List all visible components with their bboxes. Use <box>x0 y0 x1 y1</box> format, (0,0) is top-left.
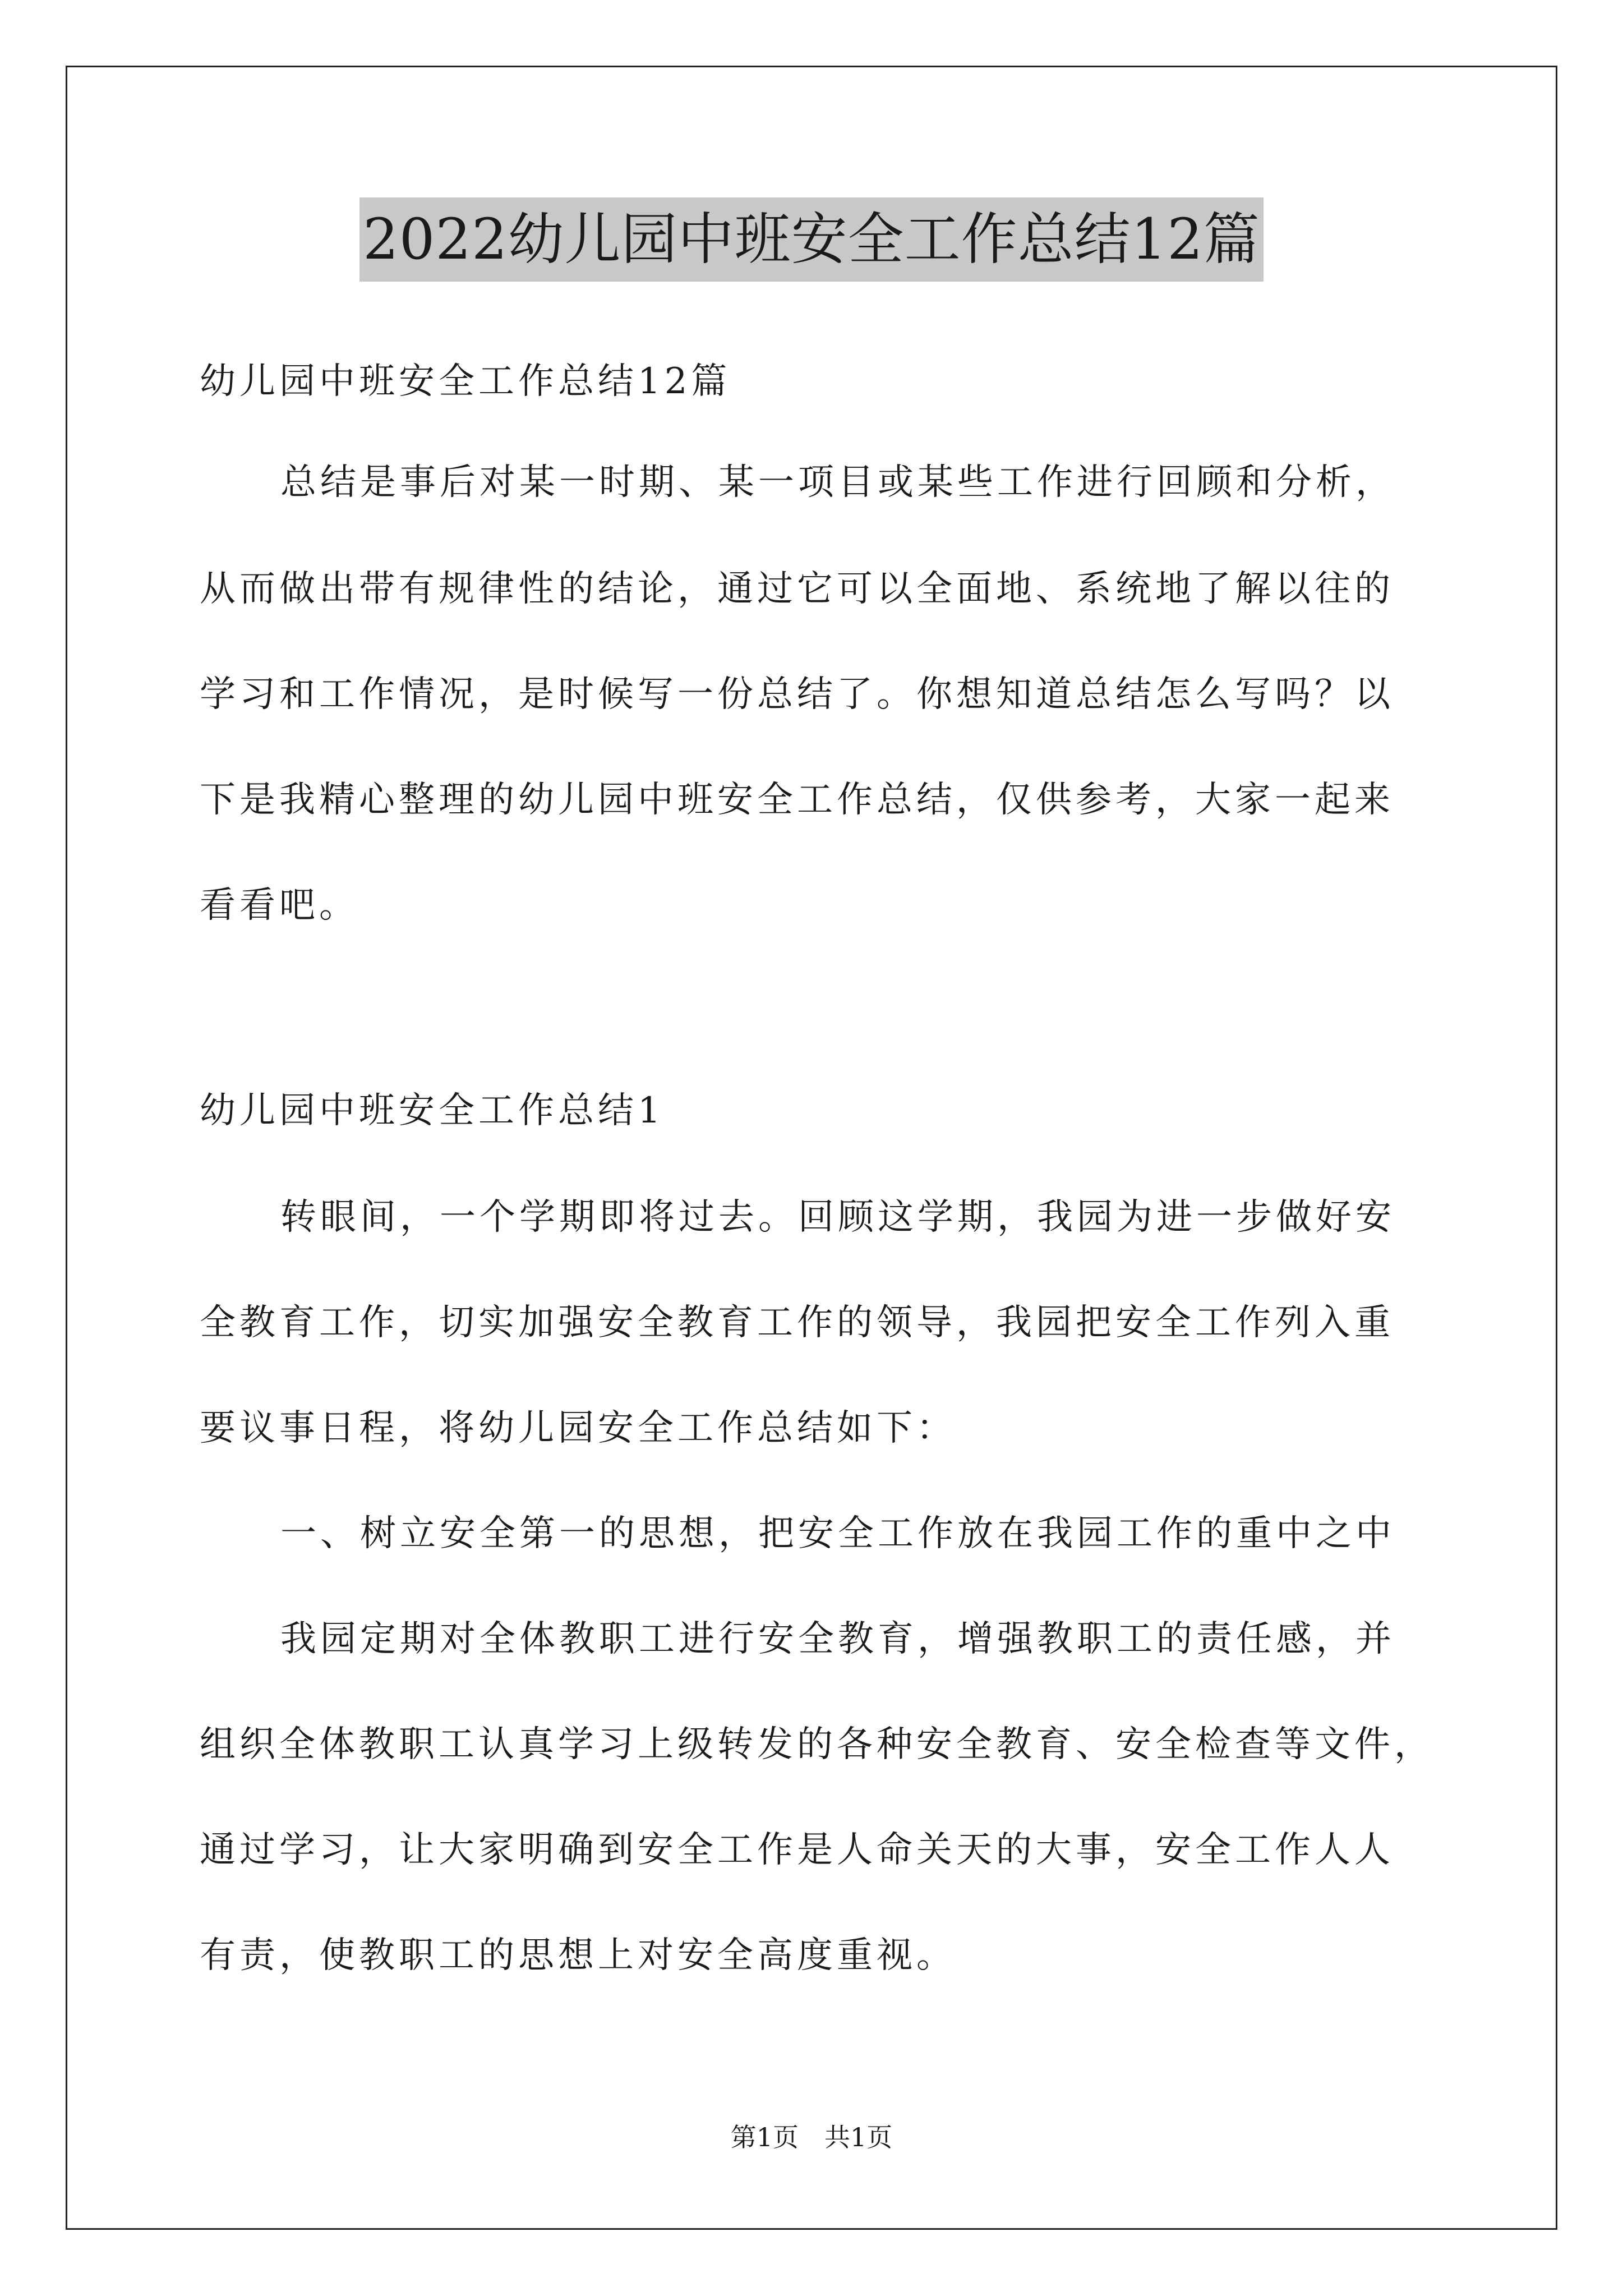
paragraph-line: 要议事日程，将幼儿园安全工作总结如下： <box>200 1407 956 1449</box>
intro-line: 总结是事后对某一时期、某一项目或某些工作进行回顾和分析， <box>280 462 1395 503</box>
paragraph-line: 通过学习，让大家明确到安全工作是人命关天的大事，安全工作人人 <box>200 1829 1394 1871</box>
paragraph-line: 有责，使教职工的思想上对安全高度重视。 <box>200 1935 956 1976</box>
intro-line: 从而做出带有规律性的结论，通过它可以全面地、系统地了解以往的 <box>200 568 1394 610</box>
paragraph-line: 转眼间，一个学期即将过去。回顾这学期，我园为进一步做好安 <box>280 1197 1395 1238</box>
section-heading: 幼儿园中班安全工作总结1 <box>200 1090 665 1131</box>
point-heading: 一、树立安全第一的思想，把安全工作放在我园工作的重中之中 <box>280 1513 1395 1554</box>
paragraph-line: 全教育工作，切实加强安全教育工作的领导，我园把安全工作列入重 <box>200 1302 1394 1343</box>
title-container <box>0 197 1623 282</box>
page-footer: 第1页 共1页 <box>730 2122 893 2152</box>
intro-line: 学习和工作情况，是时候写一份总结了。你想知道总结怎么写吗？以 <box>200 674 1394 715</box>
intro-line: 下是我精心整理的幼儿园中班安全工作总结，仅供参考，大家一起来 <box>200 779 1394 821</box>
document-subtitle: 幼儿园中班安全工作总结12篇 <box>200 361 731 402</box>
paragraph-line: 组织全体教职工认真学习上级转发的各种安全教育、安全检查等文件， <box>200 1724 1434 1765</box>
paragraph-line: 我园定期对全体教职工进行安全教育，增强教职工的责任感，并 <box>280 1618 1395 1660</box>
document-title: 2022幼儿园中班安全工作总结12篇 <box>359 197 1264 282</box>
intro-line: 看看吧。 <box>200 885 359 926</box>
